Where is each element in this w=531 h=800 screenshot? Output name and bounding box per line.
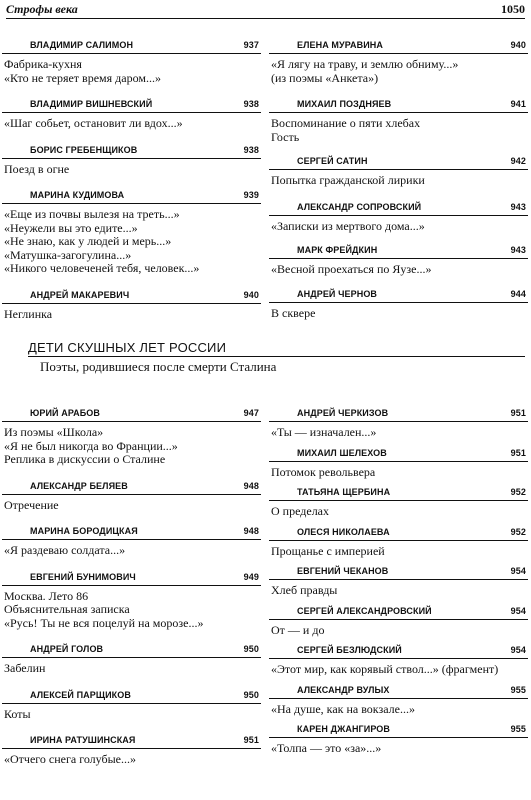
- poet-heading: [2, 572, 261, 586]
- poet-page-number: 943: [510, 201, 526, 212]
- toc-entry: [269, 156, 528, 188]
- toc-entry: [2, 644, 261, 676]
- toc-entry: [269, 245, 528, 277]
- poet-name: АНДРЕЙ ЧЕРКИЗОВ: [297, 408, 389, 418]
- poet-name: ЕЛЕНА МУРАВИНА: [297, 40, 383, 50]
- poet-heading: [269, 606, 528, 620]
- poem-title: Коты: [4, 706, 31, 721]
- poem-title: Потомок револьвера: [271, 464, 376, 479]
- poet-heading: [269, 685, 528, 699]
- poem-title: Попытка гражданской лирики: [271, 173, 425, 187]
- toc-entry: [2, 735, 261, 767]
- toc-column-top-left: [2, 30, 261, 321]
- poet-name: ЕВГЕНИЙ ЧЕКАНОВ: [297, 566, 389, 576]
- poem-title: «Я лягу на траву, и землю обниму...»: [271, 57, 459, 71]
- poem-title: Воспоминание о пяти хлебах: [271, 116, 421, 130]
- poet-page-number: 951: [510, 408, 526, 418]
- poet-name: МАРИНА БОРОДИЦКАЯ: [30, 526, 138, 536]
- toc-entry: [269, 202, 528, 234]
- poem-title: Москва. Лето 86: [4, 588, 89, 603]
- poet-name: БОРИС ГРЕБЕНЩИКОВ: [30, 144, 138, 155]
- toc-entry: [2, 481, 261, 513]
- toc-entry: [269, 685, 528, 717]
- poet-page-number: 940: [510, 40, 526, 50]
- poet-heading: [2, 735, 261, 749]
- poem-title: «Весной проехаться по Яузе...»: [271, 262, 432, 276]
- poet-page-number: 942: [510, 156, 526, 166]
- toc-entry: [2, 190, 261, 276]
- poet-name: АНДРЕЙ ГОЛОВ: [30, 644, 104, 654]
- poem-title: «Кто не теряет время даром...»: [4, 70, 161, 85]
- poet-heading: [2, 644, 261, 658]
- poem-title: Из поэмы «Школа»: [4, 425, 104, 439]
- poet-page-number: 955: [510, 684, 526, 695]
- poet-heading: [2, 290, 261, 304]
- poem-title: «На душе, как на вокзале...»: [271, 701, 415, 716]
- poet-heading: [2, 481, 261, 495]
- poet-heading: [269, 408, 528, 422]
- poet-name: АНДРЕЙ ЧЕРНОВ: [297, 288, 378, 299]
- poem-title: «Еще из почвы вылезя на треть...»: [4, 207, 180, 221]
- poet-heading: [269, 156, 528, 170]
- poet-page-number: 951: [243, 735, 259, 745]
- poem-title: «Русь! Ты не вся поцелуй на морозе...»: [4, 615, 204, 630]
- poem-title: «Записки из мертвого дома...»: [271, 218, 425, 233]
- toc-column-top-right: [269, 30, 528, 320]
- poet-page-number: 954: [510, 566, 526, 576]
- poet-heading: [269, 289, 528, 303]
- poem-title: «Толпа — это «за»...»: [271, 741, 382, 755]
- poet-name: СЕРГЕЙ САТИН: [297, 156, 368, 166]
- toc-entry: [269, 408, 528, 440]
- toc-entry: [269, 566, 528, 598]
- poet-page-number: 947: [243, 408, 259, 418]
- running-title: Строфы века: [6, 2, 78, 16]
- poet-page-number: 949: [243, 571, 259, 582]
- poet-heading: [2, 190, 261, 204]
- poet-heading: [269, 645, 528, 659]
- poet-heading: [269, 245, 528, 259]
- poet-heading: [269, 566, 528, 580]
- poet-name: ТАТЬЯНА ЩЕРБИНА: [297, 487, 391, 497]
- poet-page-number: 941: [510, 99, 526, 109]
- poet-page-number: 937: [243, 40, 259, 50]
- poet-page-number: 948: [243, 526, 259, 536]
- toc-entry: [269, 40, 528, 85]
- poet-page-number: 950: [243, 689, 259, 700]
- poet-page-number: 943: [510, 245, 526, 255]
- poet-heading: [269, 724, 528, 738]
- poem-title: «Отчего снега голубые...»: [4, 752, 137, 766]
- poet-heading: [2, 145, 261, 159]
- toc-entry: [269, 606, 528, 638]
- poet-heading: [269, 99, 528, 113]
- toc-entry: [2, 572, 261, 631]
- poet-heading: [269, 448, 528, 462]
- section-title: ДЕТИ СКУШНЫХ ЛЕТ РОССИИ: [28, 340, 227, 355]
- poet-heading: [269, 40, 528, 54]
- poet-name: ВЛАДИМИР ВИШНЕВСКИЙ: [30, 99, 153, 109]
- toc-column-bottom-right: [269, 398, 528, 756]
- toc-entry: [269, 99, 528, 144]
- toc-entry: [2, 40, 261, 85]
- toc-entry: [2, 526, 261, 558]
- poem-title: Хлеб правды: [271, 583, 338, 597]
- poem-title: «Никого человеченей тебя, человек...»: [4, 261, 200, 275]
- poet-heading: [2, 408, 261, 422]
- poet-page-number: 944: [510, 288, 526, 299]
- poet-name: СЕРГЕЙ БЕЗЛЮДСКИЙ: [297, 645, 402, 655]
- poet-page-number: 952: [510, 487, 526, 497]
- poet-page-number: 939: [243, 190, 259, 200]
- poet-page-number: 951: [510, 447, 526, 458]
- poet-name: АЛЕКСАНДР БЕЛЯЕВ: [30, 480, 128, 491]
- poem-title: «Ты — изначален...»: [271, 425, 377, 439]
- toc-entry: [2, 99, 261, 131]
- poem-title: «Я раздеваю солдата...»: [4, 543, 126, 557]
- poet-name: МИХАИЛ ПОЗДНЯЕВ: [297, 99, 392, 109]
- poet-name: СЕРГЕЙ АЛЕКСАНДРОВСКИЙ: [297, 605, 432, 616]
- poet-name: АНДРЕЙ МАКАРЕВИЧ: [30, 289, 130, 300]
- poem-title: О пределах: [271, 504, 330, 518]
- toc-entry: [2, 290, 261, 322]
- poet-page-number: 954: [510, 605, 526, 616]
- section-subtitle: Поэты, родившиеся после смерти Сталина: [40, 359, 277, 374]
- toc-entry: [2, 690, 261, 722]
- poet-page-number: 940: [243, 289, 259, 300]
- poem-title: Неглинка: [4, 306, 53, 321]
- poem-title: «Матушка-загогулина...»: [4, 247, 132, 262]
- poem-title: «Не знаю, как у людей и мерь...»: [4, 234, 172, 248]
- poem-title: Отречение: [4, 497, 59, 512]
- poet-name: АЛЕКСАНДР СОПРОВСКИЙ: [297, 201, 422, 212]
- poem-title: В сквере: [271, 305, 316, 320]
- poet-heading: [2, 40, 261, 54]
- poet-page-number: 948: [243, 480, 259, 491]
- poem-title: «Я не был никогда во Франции...»: [4, 438, 178, 453]
- poet-heading: [269, 202, 528, 216]
- poem-title: Прощанье с империей: [271, 543, 385, 558]
- poem-title: «Неужели вы это едите...»: [4, 220, 138, 235]
- section-divider: [28, 356, 525, 357]
- poet-heading: [269, 487, 528, 501]
- poet-name: МАРК ФРЕЙДКИН: [297, 245, 378, 255]
- poem-title: Фабрика-кухня: [4, 57, 82, 71]
- poet-name: АЛЕКСАНДР ВУЛЫХ: [297, 684, 390, 695]
- poet-name: КАРЕН ДЖАНГИРОВ: [297, 724, 390, 734]
- poet-page-number: 952: [510, 526, 526, 537]
- poet-page-number: 955: [510, 724, 526, 734]
- toc-entry: [2, 145, 261, 177]
- poem-title: Поезд в огне: [4, 161, 70, 176]
- toc-entry: [2, 408, 261, 467]
- poet-page-number: 938: [243, 99, 259, 109]
- poem-title: Гость: [271, 129, 300, 144]
- poet-heading: [269, 527, 528, 541]
- poet-heading: [2, 526, 261, 540]
- poet-page-number: 938: [243, 144, 259, 155]
- poet-name: МИХАИЛ ШЕЛЕХОВ: [297, 447, 387, 458]
- poet-heading: [2, 99, 261, 113]
- toc-entry: [269, 724, 528, 756]
- poet-name: ВЛАДИМИР САЛИМОН: [30, 40, 134, 50]
- poet-name: ЮРИЙ АРАБОВ: [30, 408, 101, 418]
- poet-page-number: 954: [510, 645, 526, 655]
- poem-title: От — и до: [271, 622, 325, 637]
- toc-entry: [269, 487, 528, 519]
- page-number: 1050: [501, 2, 525, 16]
- poem-title: (из поэмы «Анкета»): [271, 70, 379, 85]
- toc-column-bottom-left: [2, 398, 261, 767]
- poet-heading: [2, 690, 261, 704]
- poet-name: АЛЕКСЕЙ ПАРЩИКОВ: [30, 689, 131, 700]
- toc-entry: [269, 289, 528, 321]
- poet-name: ОЛЕСЯ НИКОЛАЕВА: [297, 526, 390, 537]
- poet-name: ИРИНА РАТУШИНСКАЯ: [30, 735, 136, 745]
- poet-page-number: 950: [243, 644, 259, 654]
- poem-title: «Этот мир, как корявый ствол...» (фрагмент): [271, 662, 499, 676]
- toc-entry: [269, 527, 528, 559]
- poet-name: ЕВГЕНИЙ БУНИМОВИЧ: [30, 571, 136, 582]
- poem-title: Реплика в дискуссии о Сталине: [4, 452, 166, 466]
- toc-entry: [269, 645, 528, 677]
- poem-title: Объяснительная записка: [4, 602, 130, 616]
- poet-name: МАРИНА КУДИМОВА: [30, 190, 125, 200]
- page-header: [6, 0, 525, 19]
- toc-entry: [269, 448, 528, 480]
- poem-title: «Шаг собьет, остановит ли вдох...»: [4, 116, 183, 130]
- poem-title: Забелин: [4, 661, 46, 675]
